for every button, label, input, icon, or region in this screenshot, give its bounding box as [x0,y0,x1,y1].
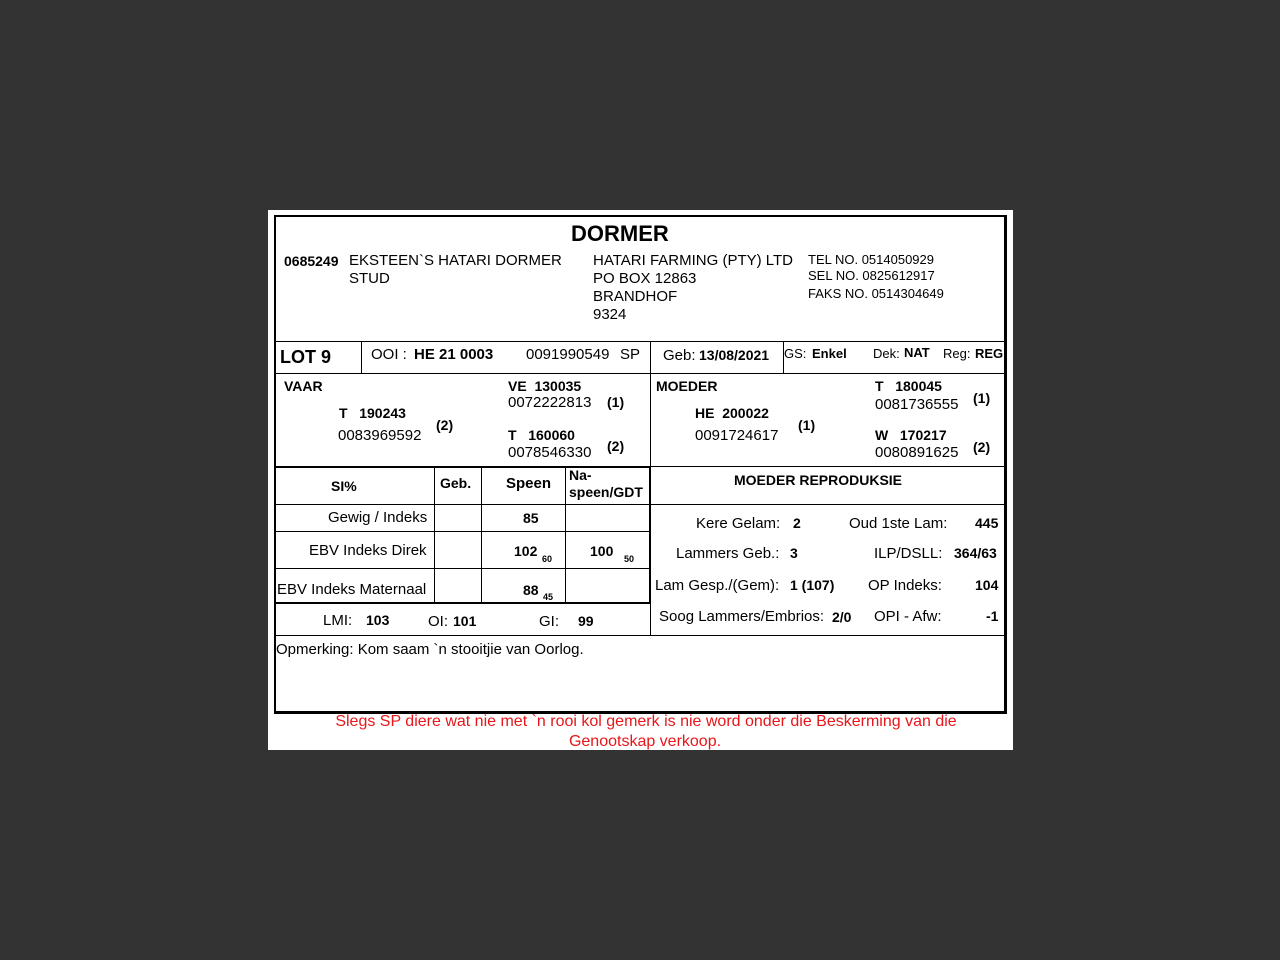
moeder-label: MOEDER [656,378,718,394]
lam-gesp-value: 1 (107) [790,577,835,593]
vaar-dam-id: T 160060 [508,427,575,443]
geb-label: Geb: [663,347,696,364]
stud-number: 0685249 [284,253,339,269]
remarks-text: Opmerking: Kom saam `n stooitjie van Oorlog. [276,641,584,658]
divider [649,466,651,604]
reg-value: REG [975,346,1004,361]
row-direk-naspeen: 100 [590,543,614,559]
divider [650,373,651,466]
oud-value: 445 [975,515,999,531]
ooi-value: HE 21 0003 [414,346,494,363]
divider [276,568,650,569]
stud-name-line2: STUD [349,270,390,287]
vaar-sire-id: VE 130035 [508,378,582,394]
divider [276,373,1006,374]
col-speen: Speen [506,475,552,492]
moeder-mark: (1) [798,417,816,433]
soog-label: Soog Lammers/Embrios: [659,608,825,625]
divider [650,341,651,373]
row-maternaal-speen-acc: 45 [543,592,554,602]
vaar-label: VAAR [284,378,323,394]
address-line3: 9324 [593,306,627,323]
vaar-number: 0083969592 [338,427,422,444]
oi-value: 101 [453,613,477,629]
moeder-dam-mark: (2) [973,439,991,455]
row-maternaal-label: EBV Indeks Maternaal [277,581,427,598]
row-gewig-speen: 85 [523,510,539,526]
col-si: SI% [331,478,357,494]
vaar-id: T 190243 [339,405,406,421]
col-naspeen-line1: Na- [569,467,592,483]
tel-number: TEL NO. 0514050929 [808,252,934,267]
divider [651,466,1006,467]
ilp-label: ILP/DSLL: [874,545,943,562]
dek-label: Dek: [873,346,900,361]
breed-title: DORMER [571,221,669,246]
gs-value: Enkel [812,346,847,361]
stud-name-line1: EKSTEEN`S HATARI DORMER [349,252,562,269]
faks-number: FAKS NO. 0514304649 [808,286,944,301]
divider [276,531,650,532]
gi-value: 99 [578,613,594,629]
sel-number: SEL NO. 0825612917 [808,268,935,283]
row-maternaal-speen: 88 [523,582,539,598]
kere-gelam-label: Kere Gelam: [696,515,781,532]
col-geb: Geb. [440,475,472,491]
moeder-sire-mark: (1) [973,390,991,406]
op-indeks-label: OP Indeks: [868,577,942,594]
moeder-sire-id: T 180045 [875,378,942,394]
moeder-id: HE 200022 [695,405,769,421]
divider [565,468,566,602]
oi-label: OI: [428,613,449,630]
divider [434,468,435,602]
opi-value: -1 [986,608,999,624]
lmi-label: LMI: [323,612,353,629]
vaar-dam-number: 0078546330 [508,444,592,461]
lam-gesp-label: Lam Gesp./(Gem): [655,577,780,594]
divider [275,466,651,468]
moeder-dam-number: 0080891625 [875,444,959,461]
vaar-mark: (2) [436,417,454,433]
vaar-sire-mark: (1) [607,394,625,410]
gi-label: GI: [539,613,560,630]
footer-note-line2: Genootskap verkoop. [568,733,722,750]
moeder-sire-number: 0081736555 [875,396,959,413]
ilp-value: 364/63 [954,545,997,561]
sp-status: SP [620,346,641,363]
moeder-number: 0091724617 [695,427,779,444]
geb-value: 13/08/2021 [699,347,770,363]
divider [650,604,651,635]
dek-value: NAT [904,345,930,360]
lammers-geb-value: 3 [790,545,798,561]
divider [276,504,1006,505]
row-direk-naspeen-acc: 50 [624,554,635,564]
id-number: 0091990549 [526,346,610,363]
op-indeks-value: 104 [975,577,999,593]
lmi-value: 103 [366,612,390,628]
divider [276,341,1006,342]
col-naspeen-line2: speen/GDT [569,484,643,500]
opi-label: OPI - Afw: [874,608,942,625]
row-direk-speen-acc: 60 [542,554,553,564]
address-line1: PO BOX 12863 [593,270,697,287]
row-direk-speen: 102 [514,543,538,559]
moeder-reproduksie-title: MOEDER REPRODUKSIE [734,472,903,488]
divider [361,341,362,373]
moeder-dam-id: W 170217 [875,427,947,443]
soog-value: 2/0 [832,609,852,625]
ooi-label: OOI : [371,346,407,363]
company-name: HATARI FARMING (PTY) LTD [593,252,794,269]
divider [481,468,482,602]
reg-label: Reg: [943,346,971,361]
lot-number: LOT 9 [280,347,332,367]
oud-label: Oud 1ste Lam: [849,515,948,532]
footer-note-line1: Slegs SP diere wat nie met `n rooi kol gemerk is nie word onder die Beskerming van die [335,713,957,730]
divider [276,635,1006,636]
divider [275,602,651,604]
vaar-dam-mark: (2) [607,438,625,454]
row-direk-label: EBV Indeks Direk [309,542,427,559]
kere-gelam-value: 2 [793,515,801,531]
row-gewig-label: Gewig / Indeks [328,509,428,526]
lammers-geb-label: Lammers Geb.: [676,545,780,562]
address-line2: BRANDHOF [593,288,678,305]
vaar-sire-number: 0072222813 [508,394,592,411]
gs-label: GS: [784,346,807,361]
